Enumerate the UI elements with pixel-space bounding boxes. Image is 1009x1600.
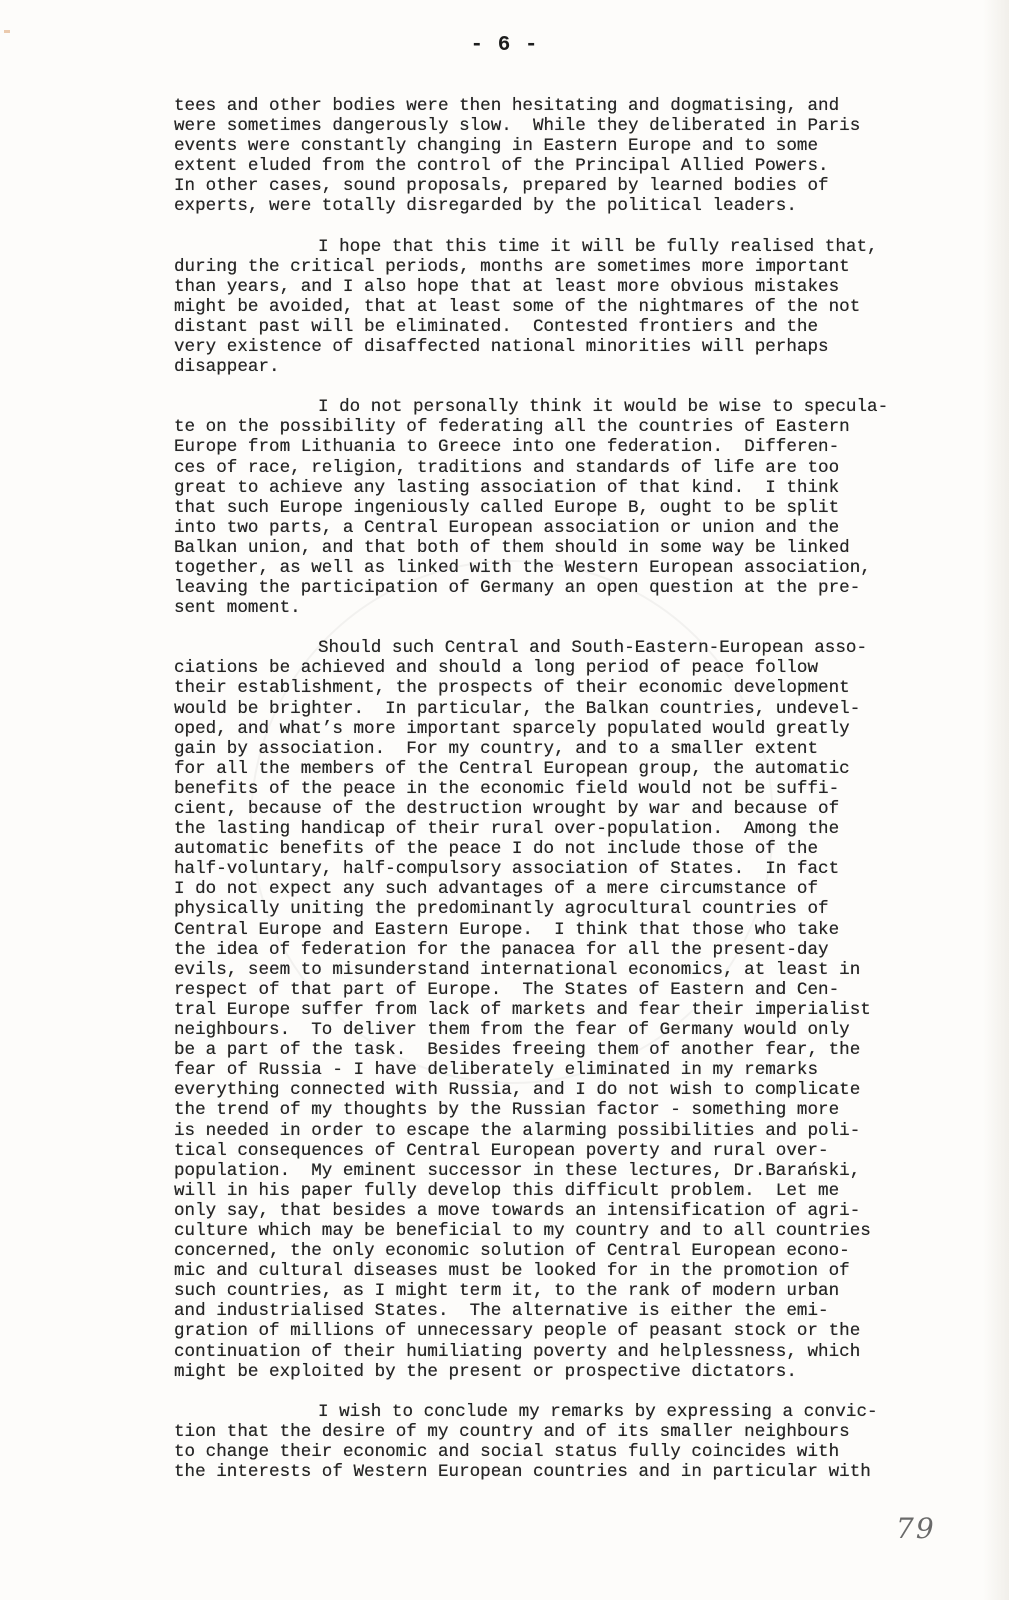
text-line: tral Europe suffer from lack of markets and fear their imperialist xyxy=(174,999,871,1020)
text-line: culture which may be beneficial to my country and to all countries xyxy=(174,1220,871,1241)
text-line: I do not expect any such advantages of a mere circumstance of xyxy=(174,879,819,900)
text-line: only say, that besides a move towards an intensification of agri- xyxy=(174,1200,861,1221)
text-line: might be exploited by the present or prospective dictators. xyxy=(174,1361,797,1382)
text-line: concerned, the only economic solution of Central European econo- xyxy=(174,1241,850,1262)
text-line: fear of Russia - I have deliberately eliminated in my remarks xyxy=(174,1060,819,1081)
text-line: cient, because of the destruction wrought by war and because of xyxy=(174,799,840,819)
text-line: ces of race, religion, traditions and standards of life are too xyxy=(174,457,840,478)
text-line: the idea of federation for the panacea for all the present-day xyxy=(174,939,829,960)
text-line: ciations be achieved and should a long period of peace follow xyxy=(174,658,819,679)
text-line: together, as well as linked with the Western European association, xyxy=(174,557,871,578)
text-line: that such Europe ingeniously called Europe B, ought to be split xyxy=(174,497,840,518)
typewritten-body xyxy=(174,96,970,1482)
text-line: neighbours. To deliver them from the fear of Germany would only xyxy=(174,1020,850,1041)
text-line: would be brighter. In particular, the Balkan countries, undevel- xyxy=(174,698,861,719)
text-line: sent moment. xyxy=(174,598,301,619)
text-line: might be avoided, that at least some of the nightmares of the not xyxy=(174,296,861,317)
text-line: Europe from Lithuania to Greece into one federation. Differen- xyxy=(174,437,840,458)
text-line: half-voluntary, half-compulsory association of States. In fact xyxy=(174,859,840,880)
text-line: benefits of the peace in the economic field would not be suffi- xyxy=(174,778,840,799)
text-line: leaving the participation of Germany an open question at the pre- xyxy=(174,578,861,599)
text-line: tees and other bodies were then hesitating and dogmatising, and xyxy=(174,96,840,116)
paragraph-gap xyxy=(174,1382,970,1402)
text-line: the trend of my thoughts by the Russian factor - something more xyxy=(174,1100,840,1121)
text-line: their establishment, the prospects of their economic development xyxy=(174,678,850,699)
handwritten-folio-number: 79 xyxy=(896,1512,936,1545)
text-line: the interests of Western European countries and in particular with xyxy=(174,1462,871,1482)
text-line: mic and cultural diseases must be looked for in the promotion of xyxy=(174,1261,850,1282)
text-line: In other cases, sound proposals, prepared by learned bodies of xyxy=(174,176,829,197)
text-line: physically uniting the predominantly agrocultural countries of xyxy=(174,899,829,920)
paragraph xyxy=(174,638,970,1381)
text-line: be a part of the task. Besides freeing them of another fear, the xyxy=(174,1040,861,1061)
text-line: gration of millions of unnecessary people of peasant stock or the xyxy=(174,1321,861,1342)
text-line: I do not personally think it would be wise to specula- xyxy=(318,397,889,418)
text-line: extent eluded from the control of the Principal Allied Powers. xyxy=(174,156,829,177)
paragraph xyxy=(174,1402,970,1482)
text-line: Balkan union, and that both of them should in some way be linked xyxy=(174,537,850,558)
paragraph xyxy=(174,397,970,618)
text-line: to change their economic and social status fully coincides with xyxy=(174,1441,840,1462)
text-line: than years, and I also hope that at least more obvious mistakes xyxy=(174,276,840,297)
text-line: tical consequences of Central European poverty and rural over- xyxy=(174,1140,829,1161)
text-line: Central Europe and Eastern Europe. I think that those who take xyxy=(174,919,840,940)
text-line: continuation of their humiliating poverty and helplessness, which xyxy=(174,1341,861,1362)
text-line: will in his paper fully develop this difficult problem. Let me xyxy=(174,1180,840,1201)
page-edge-shadow xyxy=(983,0,1009,1600)
text-line: great to achieve any lasting association of that kind. I think xyxy=(174,477,840,498)
text-line: for all the members of the Central European group, the automatic xyxy=(174,758,850,779)
paragraph-gap xyxy=(174,377,970,397)
text-line: is needed in order to escape the alarming possibilities and poli- xyxy=(174,1120,861,1141)
text-line: distant past will be eliminated. Contested frontiers and the xyxy=(174,316,819,337)
text-line: Should such Central and South-Eastern-European asso- xyxy=(318,638,868,659)
text-line: very existence of disaffected national minorities will perhaps xyxy=(174,337,829,358)
text-line: automatic benefits of the peace I do not include those of the xyxy=(174,839,819,860)
text-line: I hope that this time it will be fully realised that, xyxy=(318,236,878,257)
paragraph xyxy=(174,237,970,378)
text-line: population. My eminent successor in these lectures, Dr.Barański, xyxy=(174,1160,861,1181)
text-line: such countries, as I might term it, to the rank of modern urban xyxy=(174,1281,840,1302)
text-line: I wish to conclude my remarks by expressing a convic- xyxy=(318,1401,878,1422)
corner-stain xyxy=(4,30,10,33)
text-line: tion that the desire of my country and of its smaller neighbours xyxy=(174,1421,850,1442)
text-line: everything connected with Russia, and I do not wish to complicate xyxy=(174,1080,861,1101)
text-line: and industrialised States. The alternative is either the emi- xyxy=(174,1301,829,1322)
text-line: events were constantly changing in Eastern Europe and to some xyxy=(174,136,819,157)
text-line: respect of that part of Europe. The States of Eastern and Cen- xyxy=(174,979,840,1000)
text-line: during the critical periods, months are sometimes more important xyxy=(174,256,850,277)
paragraph-gap xyxy=(174,618,970,638)
paragraph xyxy=(174,96,970,217)
text-line: experts, were totally disregarded by the political leaders. xyxy=(174,196,797,217)
text-line: were sometimes dangerously slow. While they deliberated in Paris xyxy=(174,116,861,137)
text-line: oped, and what’s more important sparcely populated would greatly xyxy=(174,718,850,739)
text-line: evils, seem to misunderstand international economics, at least in xyxy=(174,959,861,980)
text-line: te on the possibility of federating all the countries of Eastern xyxy=(174,417,850,438)
text-line: gain by association. For my country, and to a smaller extent xyxy=(174,738,819,759)
text-line: into two parts, a Central European association or union and the xyxy=(174,517,840,538)
page-number: - 6 - xyxy=(470,34,539,57)
paragraph-gap xyxy=(174,217,970,237)
text-line: the lasting handicap of their rural over-population. Among the xyxy=(174,819,840,840)
text-line: disappear. xyxy=(174,357,280,378)
